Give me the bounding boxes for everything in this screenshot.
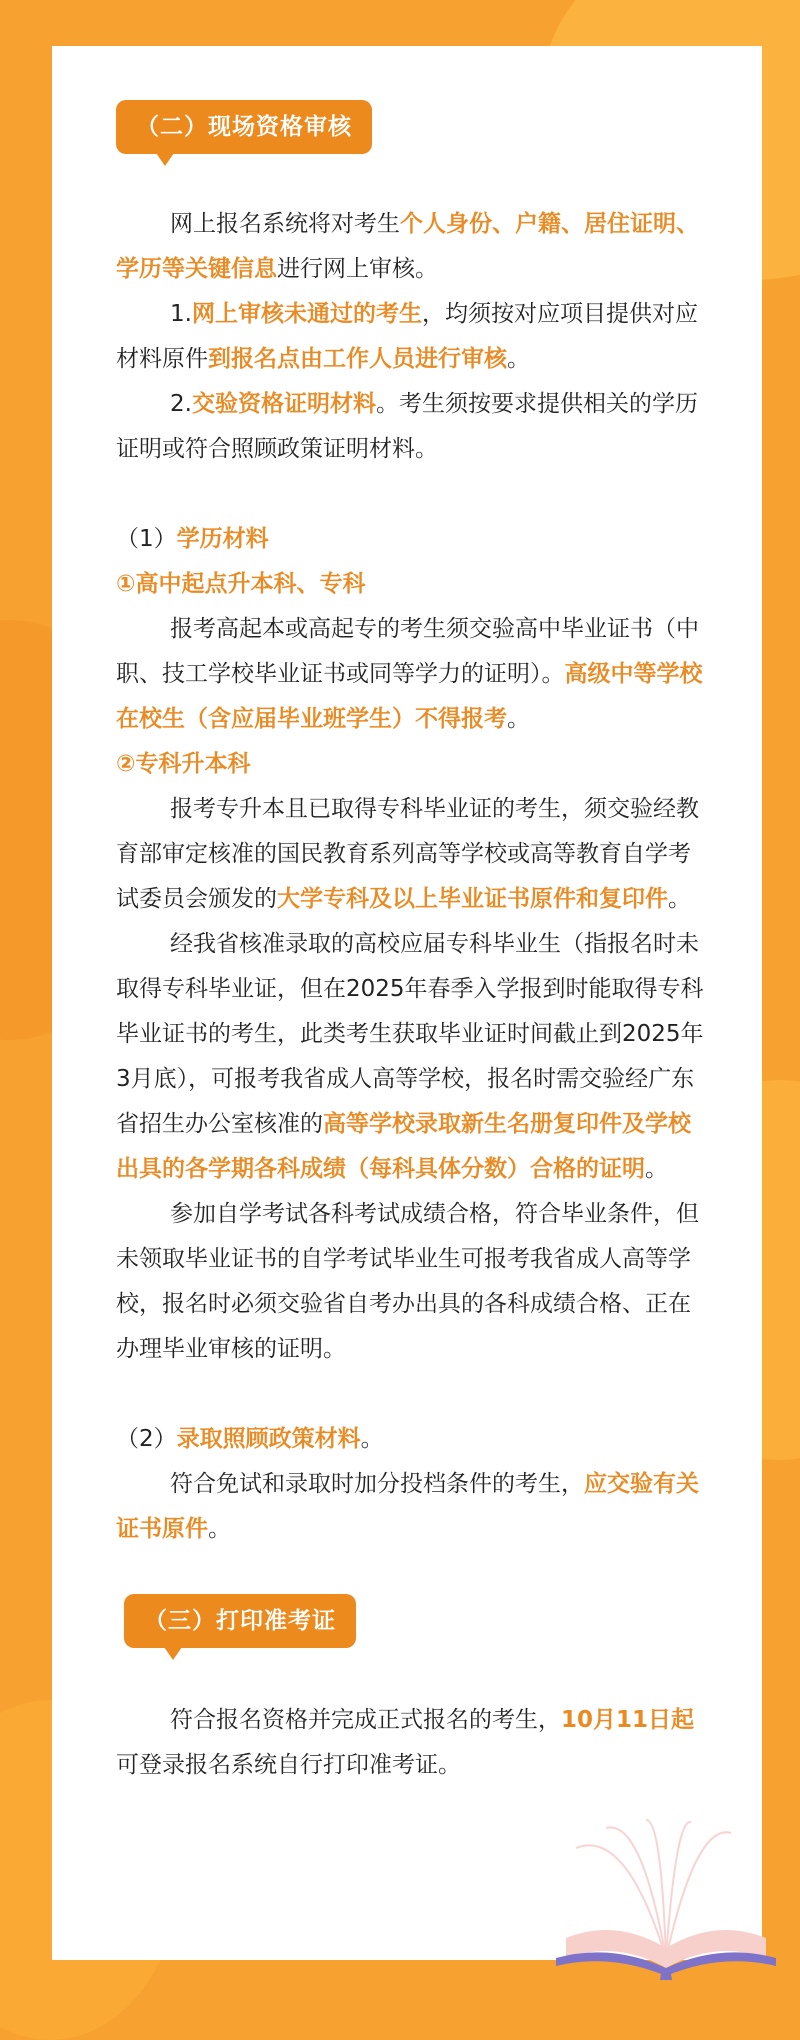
text: 。考生须按要求提供相关的学历证明或符合照顾政策证明材料。 xyxy=(116,391,698,462)
text: 。 xyxy=(645,1156,668,1182)
text: （2） xyxy=(116,1426,177,1452)
content-card xyxy=(52,46,762,1960)
highlight-text: 大学专科及以上毕业证书原件和复印件 xyxy=(277,886,668,912)
highlight-text: 高级中等学校在校生（含应届毕业班学生）不得报考 xyxy=(116,661,703,732)
highlight-text: 高等学校录取新生名册复印件及学校出具的各学期各科成绩（每科具体分数）合格的证明 xyxy=(116,1111,691,1182)
case-heading-college: ②专科升本科 xyxy=(116,751,251,777)
case2-paragraph-3: 参加自学考试各科考试成绩合格，符合毕业条件，但未领取毕业证书的自学考试毕业生可报考我省成人高等学校，报名时必须交验省自考办出具的各科成绩合格、正在办理毕业审核的证明。 xyxy=(116,1201,699,1362)
highlight-text: 到报名点由工作人员进行审核 xyxy=(208,346,507,372)
text: 。 xyxy=(360,1426,384,1452)
text: （1） xyxy=(116,526,177,552)
case2-paragraph-1 xyxy=(116,787,706,922)
highlight-text: 应交验有关证书原件 xyxy=(116,1471,699,1542)
article-body xyxy=(116,100,706,1788)
text: 网上报名系统将对考生 xyxy=(170,211,400,237)
policy-paragraph xyxy=(116,1462,706,1552)
text: 。 xyxy=(208,1516,231,1542)
item-2 xyxy=(116,382,706,472)
text: 可登录报名系统自行打印准考证。 xyxy=(116,1752,461,1778)
text: 报考专升本且已取得专科毕业证的考生，须交验经教育部审定核准的国民教育系列高等学校或高等教育自学考试委员会颁发的 xyxy=(116,796,699,912)
text: 经我省核准录取的高校应届专科毕业生（指报名时未取得专科毕业证，但在2025年春季入学报到时能取得专科毕业证书的考生，此类考生获取毕业证时间截止到2025年3月底），可报考我省成人高等学校，报名时需交验经广东省招生办公室核准的 xyxy=(116,931,704,1137)
sub-heading-policy-materials xyxy=(116,1417,706,1462)
intro-paragraph xyxy=(116,202,706,292)
text: 符合报名资格并完成正式报名的考生， xyxy=(170,1707,561,1733)
case2-paragraph-2 xyxy=(116,922,706,1192)
section-tag-print-admission: （三）打印准考证 xyxy=(124,1594,356,1648)
text: 2. xyxy=(170,391,192,417)
highlight-text: 网上审核未通过的考生 xyxy=(191,301,422,327)
highlight-text: 学历材料 xyxy=(176,526,269,552)
text: 进行网上审核。 xyxy=(277,256,438,282)
text: 报考高起本或高起专的考生须交验高中毕业证书（中职、技工学校毕业证书或同等学力的证明）。 xyxy=(116,616,699,687)
highlight-text: 10月11日起 xyxy=(561,1707,695,1733)
book-icon xyxy=(546,1808,786,1988)
item-1 xyxy=(116,292,706,382)
text: 1. xyxy=(170,301,192,327)
sub-heading-education-materials xyxy=(116,517,706,562)
case-heading-highschool: ①高中起点升本科、专科 xyxy=(116,571,366,597)
case1-paragraph xyxy=(116,607,706,742)
text: 。 xyxy=(507,706,530,732)
section-tag-qualification-review: （二）现场资格审核 xyxy=(116,100,372,154)
print-paragraph xyxy=(116,1698,706,1788)
text: 。 xyxy=(668,886,691,912)
text: 符合免试和录取时加分投档条件的考生， xyxy=(170,1471,584,1497)
text: ，均须按对应项目提供对应材料原件 xyxy=(116,301,698,372)
text: 。 xyxy=(507,346,530,372)
highlight-text: 交验资格证明材料 xyxy=(191,391,376,417)
highlight-text: 录取照顾政策材料 xyxy=(176,1426,361,1452)
highlight-text: 个人身份、户籍、居住证明、学历等关键信息 xyxy=(116,211,699,282)
